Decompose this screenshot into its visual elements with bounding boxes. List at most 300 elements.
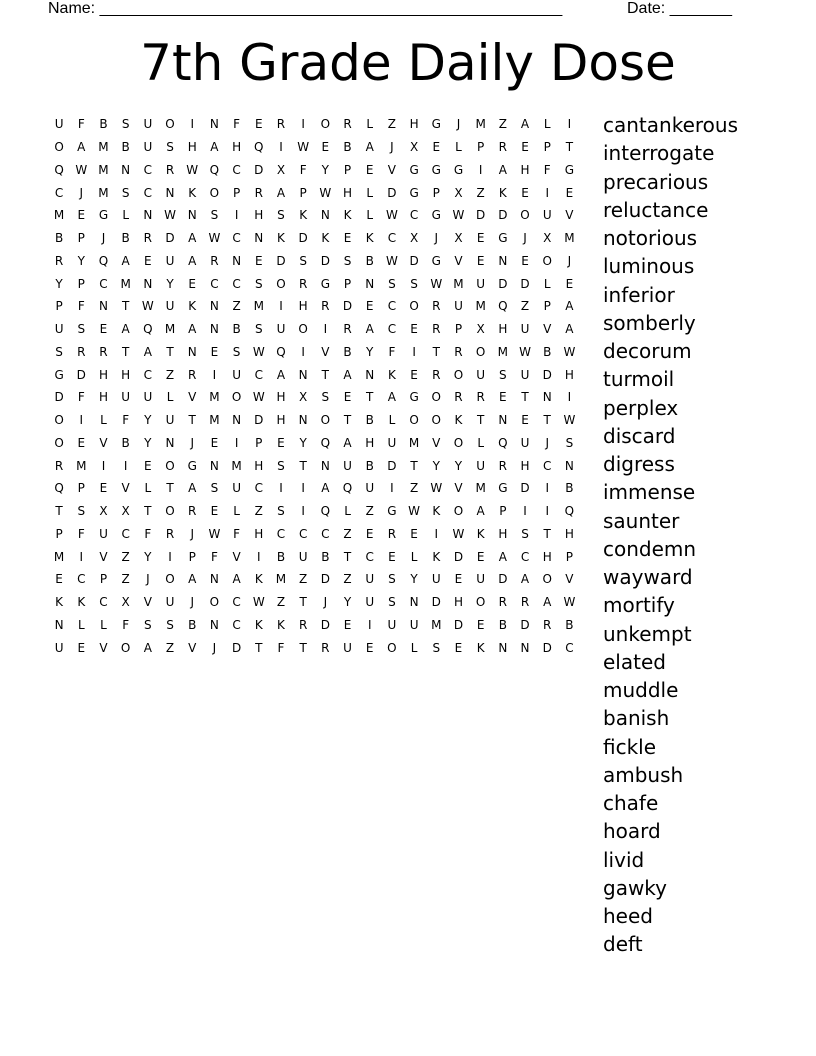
grid-letter: E [365, 162, 374, 177]
grid-letter: J [190, 526, 194, 541]
grid-letter: C [232, 162, 241, 177]
word-bank-item: gawky [603, 875, 668, 900]
grid-letter: M [53, 208, 65, 223]
grid-letter: V [321, 344, 330, 359]
grid-letter: Z [276, 595, 286, 610]
grid-letter: V [99, 549, 108, 564]
grid-letter: K [277, 617, 285, 632]
word-bank-item: luminous [603, 254, 695, 279]
grid-letter: H [542, 549, 552, 564]
grid-letter: E [454, 640, 463, 655]
grid-letter: Y [166, 276, 174, 291]
grid-letter: R [143, 231, 153, 246]
grid-letter: K [387, 367, 396, 382]
word-bank-item: livid [603, 847, 645, 872]
grid-letter: C [232, 617, 241, 632]
grid-letter: T [299, 640, 307, 655]
grid-letter: E [188, 276, 197, 291]
grid-letter: C [99, 276, 108, 291]
grid-letter: J [567, 253, 572, 268]
grid-letter: O [542, 253, 552, 268]
grid-letter: N [121, 162, 131, 177]
grid-letter: L [100, 617, 107, 632]
grid-letter: R [498, 140, 508, 155]
grid-letter: W [430, 276, 443, 291]
grid-letter: M [98, 162, 109, 177]
grid-letter: T [255, 640, 263, 655]
grid-letter: S [210, 208, 219, 223]
grid-letter: M [164, 322, 176, 337]
grid-row [48, 363, 581, 386]
grid-letter: I [301, 504, 305, 519]
grid-letter: Q [143, 322, 153, 337]
grid-letter: E [144, 253, 152, 268]
grid-letter: J [190, 435, 194, 450]
grid-letter: U [165, 299, 175, 314]
grid-letter: Z [365, 504, 374, 519]
grid-letter: Q [209, 162, 220, 177]
grid-letter: V [143, 595, 152, 610]
grid-letter: W [319, 185, 332, 200]
grid-letter: G [387, 504, 397, 519]
grid-letter: C [210, 276, 219, 291]
grid-letter: E [277, 435, 285, 450]
grid-letter: H [343, 185, 353, 200]
grid-letter: O [298, 322, 308, 337]
grid-letter: S [565, 435, 574, 450]
grid-letter: L [543, 117, 551, 132]
grid-letter: I [168, 549, 172, 564]
grid-letter: A [498, 162, 507, 177]
grid-letter: P [77, 481, 85, 496]
word-bank-item: notorious [603, 226, 698, 250]
grid-letter: S [499, 367, 507, 382]
grid-letter: S [277, 208, 285, 223]
grid-letter: M [209, 413, 220, 428]
grid-letter: M [209, 390, 220, 405]
word-bank-item: banish [603, 706, 670, 731]
grid-letter: E [55, 572, 63, 587]
grid-row [48, 113, 581, 136]
grid-letter: Y [299, 435, 307, 450]
grid-letter: S [254, 276, 263, 291]
grid-letter: M [475, 481, 486, 496]
grid-letter: V [188, 640, 197, 655]
grid-letter: N [298, 367, 308, 382]
grid-row [48, 591, 581, 614]
grid-letter: E [454, 572, 463, 587]
grid-letter: P [432, 185, 440, 200]
grid-letter: M [453, 276, 464, 291]
grid-letter: C [565, 640, 574, 655]
word-bank-item: discard [603, 423, 676, 448]
grid-letter: O [520, 208, 530, 223]
grid-letter: U [99, 526, 108, 541]
grid-letter: U [431, 572, 441, 587]
grid-letter: L [410, 640, 418, 655]
grid-letter: O [165, 504, 175, 519]
grid-letter: K [365, 231, 374, 246]
grid-letter: N [209, 617, 219, 632]
grid-row [48, 568, 581, 591]
grid-letter: U [232, 367, 241, 382]
grid-letter: R [54, 458, 64, 473]
grid-letter: R [99, 344, 108, 359]
grid-letter: G [498, 481, 508, 496]
grid-letter: T [432, 344, 440, 359]
grid-letter: E [343, 231, 352, 246]
grid-letter: M [98, 140, 109, 155]
grid-letter: D [453, 617, 464, 632]
grid-letter: V [232, 549, 241, 564]
grid-row [48, 181, 581, 204]
grid-letter: W [519, 344, 531, 359]
grid-letter: W [164, 208, 176, 223]
grid-letter: V [387, 162, 397, 177]
grid-letter: C [365, 549, 374, 564]
grid-letter: P [343, 162, 352, 177]
grid-letter: E [365, 640, 374, 655]
grid-letter: H [520, 458, 530, 473]
grid-letter: C [387, 299, 397, 314]
grid-letter: P [77, 276, 85, 291]
grid-letter: T [366, 390, 374, 405]
grid-letter: V [565, 208, 574, 223]
grid-letter: I [367, 617, 372, 632]
grid-letter: U [143, 117, 153, 132]
grid-letter: X [276, 162, 286, 177]
grid-letter: Y [55, 276, 63, 291]
grid-letter: N [498, 253, 508, 268]
grid-letter: J [212, 640, 217, 655]
word-bank-item: unkempt [603, 621, 692, 646]
grid-letter: D [542, 640, 552, 655]
grid-letter: E [432, 140, 441, 155]
grid-letter: N [232, 413, 242, 428]
grid-letter: R [432, 299, 441, 314]
word-bank [603, 111, 738, 959]
grid-letter: L [388, 413, 396, 428]
grid-letter: T [121, 344, 130, 359]
grid-letter: A [121, 322, 130, 337]
grid-letter: K [476, 640, 485, 655]
grid-letter: W [252, 390, 265, 405]
grid-letter: H [254, 208, 264, 223]
grid-letter: A [543, 595, 552, 610]
word-bank-item: saunter [603, 508, 680, 533]
grid-letter: U [165, 253, 175, 268]
grid-letter: K [55, 595, 64, 610]
grid-letter: L [366, 208, 374, 223]
grid-letter: K [77, 595, 86, 610]
grid-letter: T [299, 595, 307, 610]
grid-letter: N [209, 572, 219, 587]
grid-letter: M [431, 617, 442, 632]
grid-letter: M [98, 185, 109, 200]
grid-letter: Z [232, 299, 241, 314]
grid-letter: R [321, 299, 330, 314]
grid-letter: Y [144, 435, 152, 450]
grid-letter: E [476, 549, 485, 564]
grid-letter: V [454, 481, 463, 496]
grid-letter: H [276, 413, 286, 428]
grid-letter: W [75, 162, 88, 177]
grid-letter: Q [254, 140, 264, 155]
grid-letter: G [409, 162, 419, 177]
grid-letter: O [54, 413, 64, 428]
grid-letter: T [144, 504, 152, 519]
grid-letter: G [564, 162, 575, 177]
word-bank-item: elated [603, 649, 666, 674]
grid-row [48, 409, 581, 432]
grid-letter: E [210, 344, 219, 359]
grid-letter: E [343, 617, 352, 632]
grid-letter: U [54, 117, 64, 132]
grid-letter: H [98, 390, 108, 405]
grid-letter: L [144, 481, 152, 496]
grid-letter: B [498, 617, 507, 632]
grid-letter: S [254, 322, 263, 337]
grid-letter: O [453, 435, 464, 450]
grid-letter: C [143, 185, 153, 200]
grid-letter: R [498, 595, 508, 610]
grid-letter: W [563, 595, 576, 610]
grid-letter: U [542, 208, 552, 223]
grid-letter: X [476, 322, 485, 337]
grid-letter: P [343, 276, 352, 291]
word-bank-item: deft [603, 932, 643, 957]
grid-letter: K [277, 231, 285, 246]
grid-row [48, 136, 581, 159]
date-field: Date: _______ [627, 0, 732, 17]
grid-letter: O [320, 117, 331, 132]
grid-letter: U [165, 595, 175, 610]
grid-letter: X [121, 595, 130, 610]
grid-row [48, 341, 581, 364]
grid-letter: G [453, 162, 464, 177]
grid-letter: P [99, 572, 108, 587]
grid-letter: W [563, 344, 576, 359]
grid-letter: J [390, 140, 394, 155]
grid-letter: N [98, 299, 108, 314]
grid-letter: N [209, 458, 219, 473]
grid-letter: D [520, 276, 530, 291]
grid-letter: R [498, 458, 508, 473]
grid-letter: K [188, 299, 197, 314]
grid-letter: G [54, 367, 64, 382]
grid-letter: H [121, 367, 131, 382]
grid-letter: Q [498, 435, 508, 450]
grid-letter: M [497, 344, 509, 359]
grid-letter: U [476, 572, 486, 587]
grid-letter: C [99, 595, 108, 610]
grid-letter: Z [520, 299, 530, 314]
grid-letter: M [253, 299, 264, 314]
grid-letter: Q [320, 504, 331, 519]
grid-letter: Z [343, 572, 352, 587]
grid-letter: L [366, 117, 374, 132]
grid-letter: A [232, 572, 241, 587]
grid-row [48, 454, 581, 477]
grid-letter: C [387, 322, 397, 337]
grid-letter: O [409, 299, 419, 314]
grid-letter: C [298, 526, 308, 541]
grid-letter: J [523, 231, 527, 246]
grid-row [48, 614, 581, 637]
grid-letter: D [165, 231, 175, 246]
grid-letter: S [343, 253, 352, 268]
grid-letter: Y [144, 549, 152, 564]
grid-letter: R [54, 253, 64, 268]
grid-letter: E [77, 208, 86, 223]
grid-letter: I [434, 526, 439, 541]
word-bank-item: inferior [603, 282, 675, 307]
grid-letter: N [143, 276, 153, 291]
grid-letter: A [520, 117, 530, 132]
grid-letter: Y [454, 458, 463, 473]
grid-letter: S [277, 504, 285, 519]
grid-letter: T [166, 344, 174, 359]
grid-letter: N [298, 413, 308, 428]
grid-letter: J [456, 117, 461, 132]
grid-letter: O [409, 413, 419, 428]
grid-letter: D [54, 390, 64, 405]
grid-letter: I [301, 481, 305, 496]
grid-letter: Q [320, 435, 331, 450]
grid-letter: V [454, 253, 463, 268]
grid-letter: F [233, 526, 241, 541]
grid-letter: K [321, 231, 330, 246]
word-bank-item: ambush [603, 762, 684, 787]
grid-letter: V [99, 435, 108, 450]
grid-letter: O [453, 504, 464, 519]
grid-letter: C [254, 481, 263, 496]
grid-letter: T [166, 481, 174, 496]
grid-letter: O [54, 435, 64, 450]
grid-letter: R [276, 117, 286, 132]
grid-letter: N [365, 367, 375, 382]
grid-letter: N [564, 458, 574, 473]
grid-letter: C [232, 231, 241, 246]
grid-letter: J [323, 595, 328, 610]
grid-row [48, 523, 581, 546]
grid-letter: L [455, 140, 462, 155]
grid-row [48, 545, 581, 568]
grid-letter: R [254, 185, 263, 200]
grid-letter: L [100, 413, 107, 428]
grid-letter: K [476, 526, 485, 541]
grid-letter: R [210, 253, 219, 268]
word-bank-item: fickle [603, 734, 657, 759]
grid-letter: L [233, 504, 240, 519]
word-bank-item: heed [603, 904, 653, 928]
grid-letter: I [478, 162, 483, 177]
grid-letter: L [122, 208, 129, 223]
grid-letter: F [299, 162, 307, 177]
grid-letter: E [210, 504, 219, 519]
name-field: Name: ____________________________________________________ [48, 0, 563, 17]
grid-letter: R [343, 117, 352, 132]
grid-letter: P [454, 322, 463, 337]
grid-letter: D [520, 481, 530, 496]
grid-letter: E [99, 481, 108, 496]
grid-letter: H [298, 299, 308, 314]
grid-letter: E [365, 299, 374, 314]
grid-row [48, 159, 581, 182]
grid-letter: E [476, 617, 485, 632]
grid-letter: H [498, 526, 508, 541]
grid-letter: I [279, 481, 283, 496]
grid-letter: W [141, 299, 154, 314]
grid-letter: S [166, 140, 174, 155]
grid-letter: X [454, 231, 463, 246]
grid-letter: M [475, 299, 486, 314]
grid-row [48, 500, 581, 523]
grid-letter: N [165, 435, 175, 450]
grid-letter: E [144, 458, 152, 473]
word-bank-item: condemn [603, 536, 697, 561]
grid-letter: O [276, 276, 286, 291]
grid-letter: I [279, 140, 283, 155]
grid-letter: I [545, 504, 549, 519]
grid-letter: O [209, 185, 220, 200]
grid-letter: I [79, 549, 84, 564]
grid-letter: W [408, 504, 421, 519]
grid-letter: I [567, 117, 572, 132]
grid-letter: E [410, 367, 418, 382]
grid-letter: D [542, 367, 552, 382]
grid-letter: R [454, 344, 463, 359]
grid-letter: V [188, 390, 197, 405]
grid-letter: W [430, 481, 443, 496]
grid-letter: P [77, 231, 85, 246]
grid-letter: T [565, 140, 574, 155]
grid-letter: H [232, 140, 242, 155]
grid-letter: R [188, 504, 197, 519]
grid-letter: M [475, 117, 486, 132]
grid-letter: B [121, 435, 130, 450]
word-bank-item: decorum [603, 339, 692, 363]
grid-letter: K [254, 572, 263, 587]
grid-letter: J [434, 231, 439, 246]
grid-row [48, 227, 581, 250]
grid-letter: Y [77, 253, 85, 268]
grid-letter: D [476, 208, 486, 223]
grid-letter: H [453, 595, 463, 610]
grid-letter: J [146, 572, 150, 587]
grid-letter: N [209, 117, 219, 132]
grid-letter: K [343, 208, 352, 223]
grid-letter: H [564, 367, 574, 382]
grid-letter: T [188, 413, 196, 428]
grid-letter: C [254, 367, 263, 382]
grid-letter: H [498, 322, 508, 337]
grid-letter: B [121, 140, 130, 155]
grid-letter: I [301, 344, 305, 359]
grid-letter: B [54, 231, 64, 246]
word-bank-item: reluctance [603, 197, 709, 222]
grid-letter: T [521, 390, 529, 405]
grid-letter: K [299, 208, 308, 223]
grid-letter: I [545, 185, 549, 200]
grid-letter: L [366, 185, 374, 200]
grid-letter: Y [432, 458, 440, 473]
grid-letter: S [388, 276, 396, 291]
grid-letter: A [565, 299, 574, 314]
grid-letter: P [55, 299, 63, 314]
grid-letter: I [390, 481, 394, 496]
grid-letter: N [165, 185, 175, 200]
